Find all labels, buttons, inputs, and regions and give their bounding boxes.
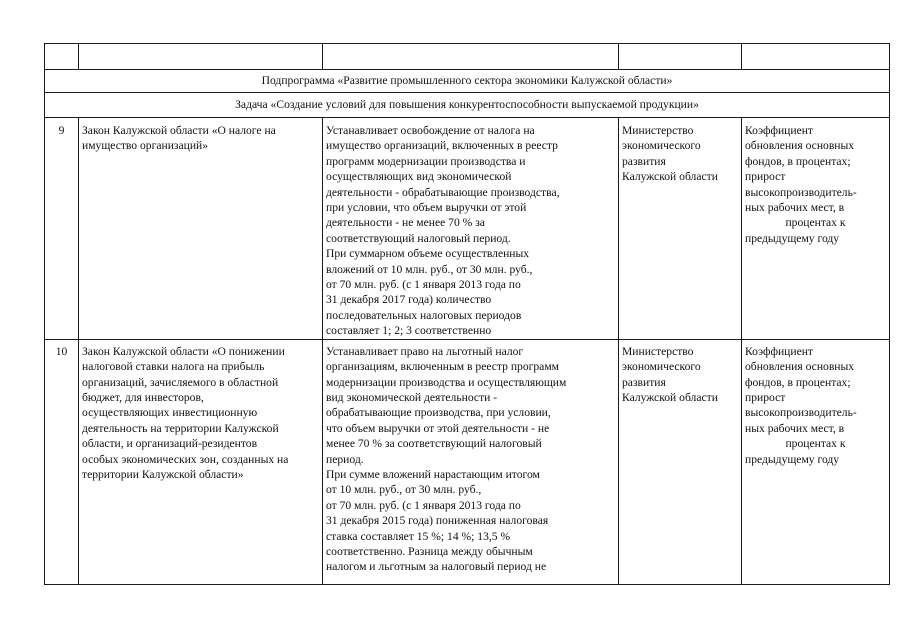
law-name-cell: [79, 118, 323, 340]
indicator-line: обновления основных: [745, 139, 855, 153]
description-line: организациям, включенным в реестр программ: [326, 360, 559, 374]
indicator-line: ных рабочих мест, в: [745, 421, 845, 435]
header-cell-law: [79, 44, 323, 70]
header-cell-ministry: [619, 44, 742, 70]
description-line: 31 декабря 2017 года) количество: [326, 293, 492, 307]
description-line: налогом и льготным за налоговый период не: [326, 560, 547, 574]
description-line: менее 70 % за соответствующий налоговый: [326, 437, 542, 451]
row-number: 10: [45, 339, 79, 584]
description-line: деятельности - обрабатывающие производства,: [326, 185, 560, 199]
description-line: соответствующий налоговый период.: [326, 231, 511, 245]
law-name-line: особых экономических зон, созданных на: [82, 452, 289, 466]
ministry-line: экономического: [622, 360, 701, 374]
law-name-line: осуществляющих инвестиционную: [82, 406, 258, 420]
description-line: последовательных налоговых периодов: [326, 308, 522, 322]
description-line: При суммарном объеме осуществленных: [326, 247, 530, 261]
description-line: деятельности - не менее 70 % за: [326, 216, 485, 230]
indicator-line: высокопроизводитель-: [745, 185, 857, 199]
description-line: осуществляющих вид экономической: [326, 170, 512, 184]
law-name-line: налоговой ставки налога на прибыль: [82, 360, 265, 374]
description-line: составляет 1; 2; 3 соответственно: [326, 324, 492, 338]
indicator-line: прирост: [745, 170, 786, 184]
law-name-line: деятельность на территории Калужской: [82, 421, 279, 435]
description-line: 31 декабря 2015 года) пониженная налоговая: [326, 514, 549, 528]
law-name-line: организаций, зачисляемого в областной: [82, 375, 279, 389]
table-header-row: [45, 44, 890, 70]
indicator-line: Коэффициент: [745, 124, 813, 137]
indicator-line: процентах к: [785, 437, 846, 451]
description-line: от 70 млн. руб. (с 1 января 2013 года по: [326, 278, 521, 292]
ministry-line: Министерство: [622, 344, 694, 358]
law-name-line: Закон Калужской области «О понижении: [82, 344, 285, 358]
description-line: вид экономической деятельности -: [326, 390, 498, 404]
description-cell: [323, 339, 619, 584]
description-line: от 10 млн. руб., от 30 млн. руб.,: [326, 483, 482, 497]
law-name-line: имущество организаций»: [82, 139, 209, 153]
indicator-line: обновления основных: [745, 360, 855, 374]
description-line: соответственно. Разница между обычным: [326, 544, 533, 558]
indicator-line: фондов, в процентах;: [745, 375, 851, 389]
indicator-line: высокопроизводитель-: [745, 406, 857, 420]
law-name-line: Закон Калужской области «О налоге на: [82, 124, 276, 137]
header-cell-description: [323, 44, 619, 70]
indicator-line: прирост: [745, 390, 786, 404]
description-line: от 70 млн. руб. (с 1 января 2013 года по: [326, 498, 521, 512]
description-line: ставка составляет 15 %; 14 %; 13,5 %: [326, 529, 511, 543]
description-line: имущество организаций, включенных в реестр: [326, 139, 558, 153]
ministry-line: Калужской области: [622, 390, 718, 404]
subprogram-title: Подпрограмма «Развитие промышленного сектора экономики Калужской области»: [45, 70, 890, 93]
ministry-cell: [619, 118, 742, 340]
description-line: Устанавливает освобождение от налога на: [326, 124, 535, 137]
row-number: 9: [45, 118, 79, 340]
header-cell-number: [45, 44, 79, 70]
subprogram-row: [45, 70, 890, 93]
law-name-line: области, и организаций-резидентов: [82, 437, 258, 451]
description-line: период.: [326, 452, 364, 466]
ministry-line: развития: [622, 375, 666, 389]
description-line: При сумме вложений нарастающим итогом: [326, 467, 540, 481]
table-row: [45, 118, 890, 340]
law-name-line: бюджет, для инвесторов,: [82, 390, 204, 404]
indicator-line: Коэффициент: [745, 344, 813, 358]
task-title: Задача «Создание условий для повышения конкурентоспособности выпускаемой продукции»: [45, 93, 890, 118]
law-name-line: территории Калужской области»: [82, 467, 244, 481]
indicator-cell: [742, 118, 890, 340]
task-row: [45, 93, 890, 118]
table-row: [45, 339, 890, 584]
ministry-line: Калужской области: [622, 170, 718, 184]
header-cell-indicator: [742, 44, 890, 70]
indicator-cell: [742, 339, 890, 584]
description-line: модернизации производства и осуществляющим: [326, 375, 567, 389]
description-line: вложений от 10 млн. руб., от 30 млн. руб.,: [326, 262, 533, 276]
law-name-cell: [79, 339, 323, 584]
description-line: при условии, что объем выручки от этой: [326, 201, 527, 215]
description-line: программ модернизации производства и: [326, 154, 526, 168]
indicator-line: предыдущему году: [745, 231, 840, 245]
description-cell: [323, 118, 619, 340]
ministry-cell: [619, 339, 742, 584]
description-line: обрабатывающие производства, при условии,: [326, 406, 551, 420]
description-line: что объем выручки от этой деятельности - не: [326, 421, 550, 435]
indicator-line: фондов, в процентах;: [745, 154, 851, 168]
description-line: Устанавливает право на льготный налог: [326, 344, 524, 358]
indicator-line: процентах к: [785, 216, 846, 230]
indicator-line: предыдущему году: [745, 452, 840, 466]
program-table: [44, 43, 890, 585]
ministry-line: экономического: [622, 139, 701, 153]
ministry-line: развития: [622, 154, 666, 168]
ministry-line: Министерство: [622, 124, 694, 137]
indicator-line: ных рабочих мест, в: [745, 201, 845, 215]
